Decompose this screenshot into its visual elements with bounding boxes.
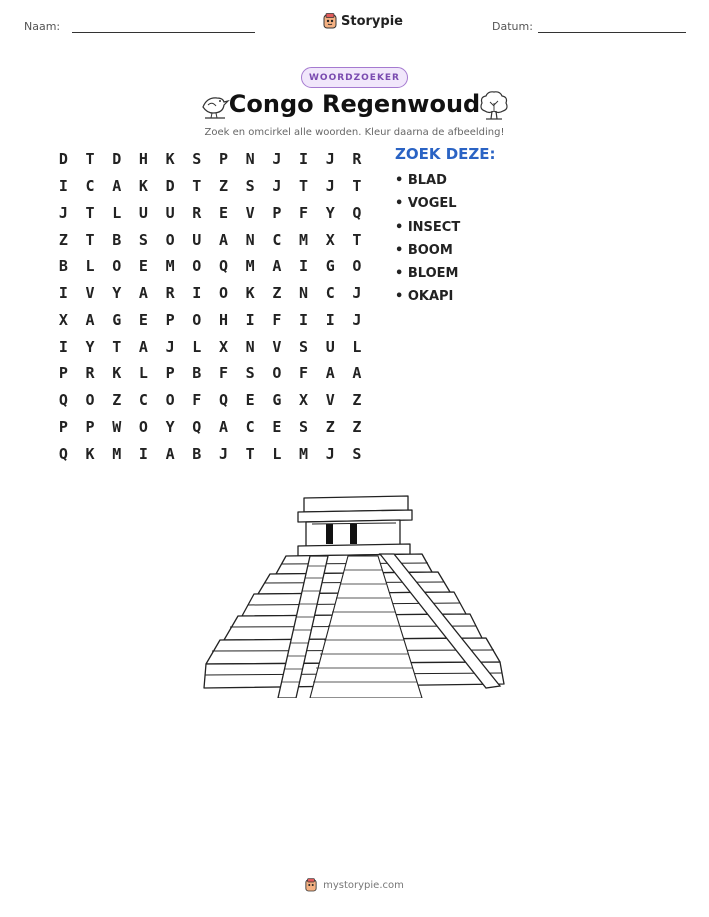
grid-letter[interactable]: B	[112, 230, 122, 249]
name-line	[72, 32, 255, 33]
grid-letter[interactable]: F	[299, 364, 309, 383]
grid-letter[interactable]: F	[218, 364, 228, 383]
grid-letter[interactable]: A	[165, 444, 175, 463]
word-search-grid	[50, 146, 370, 467]
grid-letter[interactable]: U	[138, 203, 148, 222]
grid-letter[interactable]: A	[218, 417, 228, 436]
grid-letter[interactable]: O	[192, 257, 202, 276]
grid-letter[interactable]: Y	[165, 417, 175, 436]
grid-letter[interactable]: I	[299, 310, 309, 329]
woordzoeker-badge: WOORDZOEKER	[301, 67, 408, 88]
grid-letter[interactable]: A	[325, 364, 335, 383]
storypie-mascot-icon	[305, 878, 317, 892]
grid-letter[interactable]: F	[299, 203, 309, 222]
grid-letter[interactable]: G	[272, 391, 282, 410]
grid-letter[interactable]: E	[138, 257, 148, 276]
grid-letter[interactable]: P	[218, 150, 228, 169]
grid-letter[interactable]: A	[85, 310, 95, 329]
grid-letter[interactable]: C	[272, 230, 282, 249]
grid-row	[50, 280, 370, 307]
grid-letter[interactable]: T	[85, 150, 95, 169]
grid-letter[interactable]: P	[165, 364, 175, 383]
grid-letter[interactable]: O	[192, 310, 202, 329]
tree-icon	[478, 88, 510, 122]
grid-row	[50, 307, 370, 334]
grid-letter[interactable]: U	[165, 203, 175, 222]
grid-letter[interactable]: Z	[112, 391, 122, 410]
grid-letter[interactable]: K	[138, 177, 148, 196]
grid-letter[interactable]: J	[352, 310, 362, 329]
grid-letter[interactable]: Q	[58, 391, 68, 410]
grid-letter[interactable]: W	[112, 417, 122, 436]
grid-letter[interactable]: Z	[352, 391, 362, 410]
storypie-logo	[323, 13, 403, 29]
word-item: • BLOEM	[395, 264, 460, 287]
grid-letter[interactable]: O	[352, 257, 362, 276]
date-label: Datum:	[492, 20, 533, 33]
grid-letter[interactable]: E	[138, 310, 148, 329]
grid-letter[interactable]: N	[299, 284, 309, 303]
grid-letter[interactable]: Z	[325, 417, 335, 436]
grid-letter[interactable]: N	[245, 337, 255, 356]
grid-letter[interactable]: X	[58, 310, 68, 329]
grid-letter[interactable]: B	[192, 444, 202, 463]
page-title: Congo Regenwoud	[228, 90, 481, 118]
grid-letter[interactable]: G	[112, 310, 122, 329]
grid-letter[interactable]: P	[165, 310, 175, 329]
grid-letter[interactable]: Z	[272, 284, 282, 303]
grid-letter[interactable]: O	[272, 364, 282, 383]
grid-letter[interactable]: K	[245, 284, 255, 303]
brand-name: Storypie	[341, 13, 403, 29]
grid-letter[interactable]: S	[245, 364, 255, 383]
grid-letter[interactable]: I	[58, 177, 68, 196]
grid-letter[interactable]: S	[138, 230, 148, 249]
grid-letter[interactable]: I	[299, 257, 309, 276]
grid-row	[50, 200, 370, 227]
grid-letter[interactable]: Q	[218, 257, 228, 276]
word-item: • INSECT	[395, 218, 460, 241]
grid-letter[interactable]: J	[325, 177, 335, 196]
grid-letter[interactable]: X	[325, 230, 335, 249]
grid-letter[interactable]: E	[245, 391, 255, 410]
grid-letter[interactable]: D	[165, 177, 175, 196]
grid-letter[interactable]: O	[165, 230, 175, 249]
grid-letter[interactable]: V	[272, 337, 282, 356]
grid-letter[interactable]: L	[272, 444, 282, 463]
grid-letter[interactable]: I	[58, 337, 68, 356]
grid-letter[interactable]: S	[192, 150, 202, 169]
footer	[0, 878, 709, 892]
grid-letter[interactable]: I	[192, 284, 202, 303]
grid-row	[50, 440, 370, 467]
grid-letter[interactable]: D	[112, 150, 122, 169]
grid-letter[interactable]: D	[58, 150, 68, 169]
grid-letter[interactable]: F	[192, 391, 202, 410]
grid-letter[interactable]: Y	[85, 337, 95, 356]
grid-letter[interactable]: R	[85, 364, 95, 383]
grid-letter[interactable]: Q	[352, 203, 362, 222]
grid-letter[interactable]: C	[325, 284, 335, 303]
grid-letter[interactable]: O	[165, 391, 175, 410]
instructions: Zoek en omcirkel alle woorden. Kleur daarna de afbeelding!	[204, 127, 505, 138]
grid-letter[interactable]: F	[272, 310, 282, 329]
grid-letter[interactable]: T	[112, 337, 122, 356]
grid-letter[interactable]: B	[192, 364, 202, 383]
pyramid-illustration	[200, 488, 510, 698]
grid-letter[interactable]: A	[272, 257, 282, 276]
word-list-title: ZOEK DEZE:	[395, 145, 496, 163]
grid-letter[interactable]: Y	[325, 203, 335, 222]
grid-letter[interactable]: J	[165, 337, 175, 356]
word-list	[395, 171, 460, 311]
grid-letter[interactable]: T	[85, 203, 95, 222]
grid-letter[interactable]: Q	[192, 417, 202, 436]
grid-letter[interactable]: Q	[58, 444, 68, 463]
grid-letter[interactable]: S	[299, 417, 309, 436]
grid-letter[interactable]: M	[245, 257, 255, 276]
grid-letter[interactable]: X	[218, 337, 228, 356]
grid-letter[interactable]: J	[272, 177, 282, 196]
grid-letter[interactable]: J	[352, 284, 362, 303]
grid-letter[interactable]: P	[58, 417, 68, 436]
grid-letter[interactable]: O	[138, 417, 148, 436]
grid-letter[interactable]: L	[352, 337, 362, 356]
grid-letter[interactable]: R	[352, 150, 362, 169]
grid-letter[interactable]: J	[218, 444, 228, 463]
grid-letter[interactable]: J	[325, 444, 335, 463]
grid-letter[interactable]: I	[245, 310, 255, 329]
grid-letter[interactable]: T	[192, 177, 202, 196]
grid-letter[interactable]: A	[112, 177, 122, 196]
grid-letter[interactable]: R	[192, 203, 202, 222]
grid-letter[interactable]: A	[138, 284, 148, 303]
grid-letter[interactable]: J	[58, 203, 68, 222]
grid-row	[50, 146, 370, 173]
grid-letter[interactable]: I	[299, 150, 309, 169]
grid-letter[interactable]: P	[85, 417, 95, 436]
grid-letter[interactable]: C	[138, 391, 148, 410]
grid-letter[interactable]: B	[58, 257, 68, 276]
grid-letter[interactable]: X	[299, 391, 309, 410]
grid-letter[interactable]: L	[85, 257, 95, 276]
grid-letter[interactable]: M	[299, 444, 309, 463]
grid-letter[interactable]: K	[165, 150, 175, 169]
grid-row	[50, 333, 370, 360]
grid-letter[interactable]: P	[272, 203, 282, 222]
grid-letter[interactable]: Z	[218, 177, 228, 196]
grid-letter[interactable]: L	[112, 203, 122, 222]
grid-letter[interactable]: O	[218, 284, 228, 303]
grid-letter[interactable]: I	[325, 310, 335, 329]
grid-letter[interactable]: Y	[112, 284, 122, 303]
grid-letter[interactable]: N	[245, 230, 255, 249]
grid-letter[interactable]: A	[352, 364, 362, 383]
grid-letter[interactable]: V	[325, 391, 335, 410]
grid-letter[interactable]: O	[85, 391, 95, 410]
word-item: • BLAD	[395, 171, 460, 194]
grid-letter[interactable]: T	[352, 177, 362, 196]
grid-letter[interactable]: V	[85, 284, 95, 303]
grid-letter[interactable]: M	[165, 257, 175, 276]
grid-letter[interactable]: L	[192, 337, 202, 356]
grid-letter[interactable]: J	[325, 150, 335, 169]
grid-letter[interactable]: S	[352, 444, 362, 463]
grid-letter[interactable]: H	[138, 150, 148, 169]
grid-letter[interactable]: T	[352, 230, 362, 249]
grid-letter[interactable]: Z	[352, 417, 362, 436]
grid-letter[interactable]: I	[138, 444, 148, 463]
word-item: • BOOM	[395, 241, 460, 264]
grid-letter[interactable]: R	[165, 284, 175, 303]
grid-row	[50, 387, 370, 414]
grid-letter[interactable]: C	[85, 177, 95, 196]
grid-letter[interactable]: T	[245, 444, 255, 463]
grid-letter[interactable]: M	[112, 444, 122, 463]
grid-letter[interactable]: M	[299, 230, 309, 249]
footer-site: mystorypie.com	[323, 879, 404, 891]
grid-row	[50, 226, 370, 253]
grid-row	[50, 414, 370, 441]
date-line	[538, 32, 686, 33]
word-item: • OKAPI	[395, 287, 460, 310]
grid-letter[interactable]: E	[218, 203, 228, 222]
grid-letter[interactable]: A	[218, 230, 228, 249]
grid-letter[interactable]: T	[85, 230, 95, 249]
grid-letter[interactable]: K	[85, 444, 95, 463]
grid-letter[interactable]: P	[58, 364, 68, 383]
grid-letter[interactable]: H	[218, 310, 228, 329]
grid-letter[interactable]: T	[299, 177, 309, 196]
grid-letter[interactable]: V	[245, 203, 255, 222]
grid-letter[interactable]: O	[112, 257, 122, 276]
grid-letter[interactable]: K	[112, 364, 122, 383]
grid-letter[interactable]: A	[138, 337, 148, 356]
grid-letter[interactable]: J	[272, 150, 282, 169]
grid-letter[interactable]: G	[325, 257, 335, 276]
grid-letter[interactable]: C	[245, 417, 255, 436]
grid-letter[interactable]: L	[138, 364, 148, 383]
word-item: • VOGEL	[395, 194, 460, 217]
grid-letter[interactable]: U	[192, 230, 202, 249]
grid-letter[interactable]: U	[325, 337, 335, 356]
name-label: Naam:	[24, 20, 61, 33]
grid-letter[interactable]: Q	[218, 391, 228, 410]
storypie-mascot-icon	[323, 13, 337, 29]
grid-letter[interactable]: E	[272, 417, 282, 436]
grid-letter[interactable]: I	[58, 284, 68, 303]
grid-row	[50, 360, 370, 387]
grid-letter[interactable]: Z	[58, 230, 68, 249]
grid-letter[interactable]: N	[245, 150, 255, 169]
grid-letter[interactable]: S	[245, 177, 255, 196]
grid-letter[interactable]: S	[299, 337, 309, 356]
grid-row	[50, 253, 370, 280]
grid-row	[50, 173, 370, 200]
